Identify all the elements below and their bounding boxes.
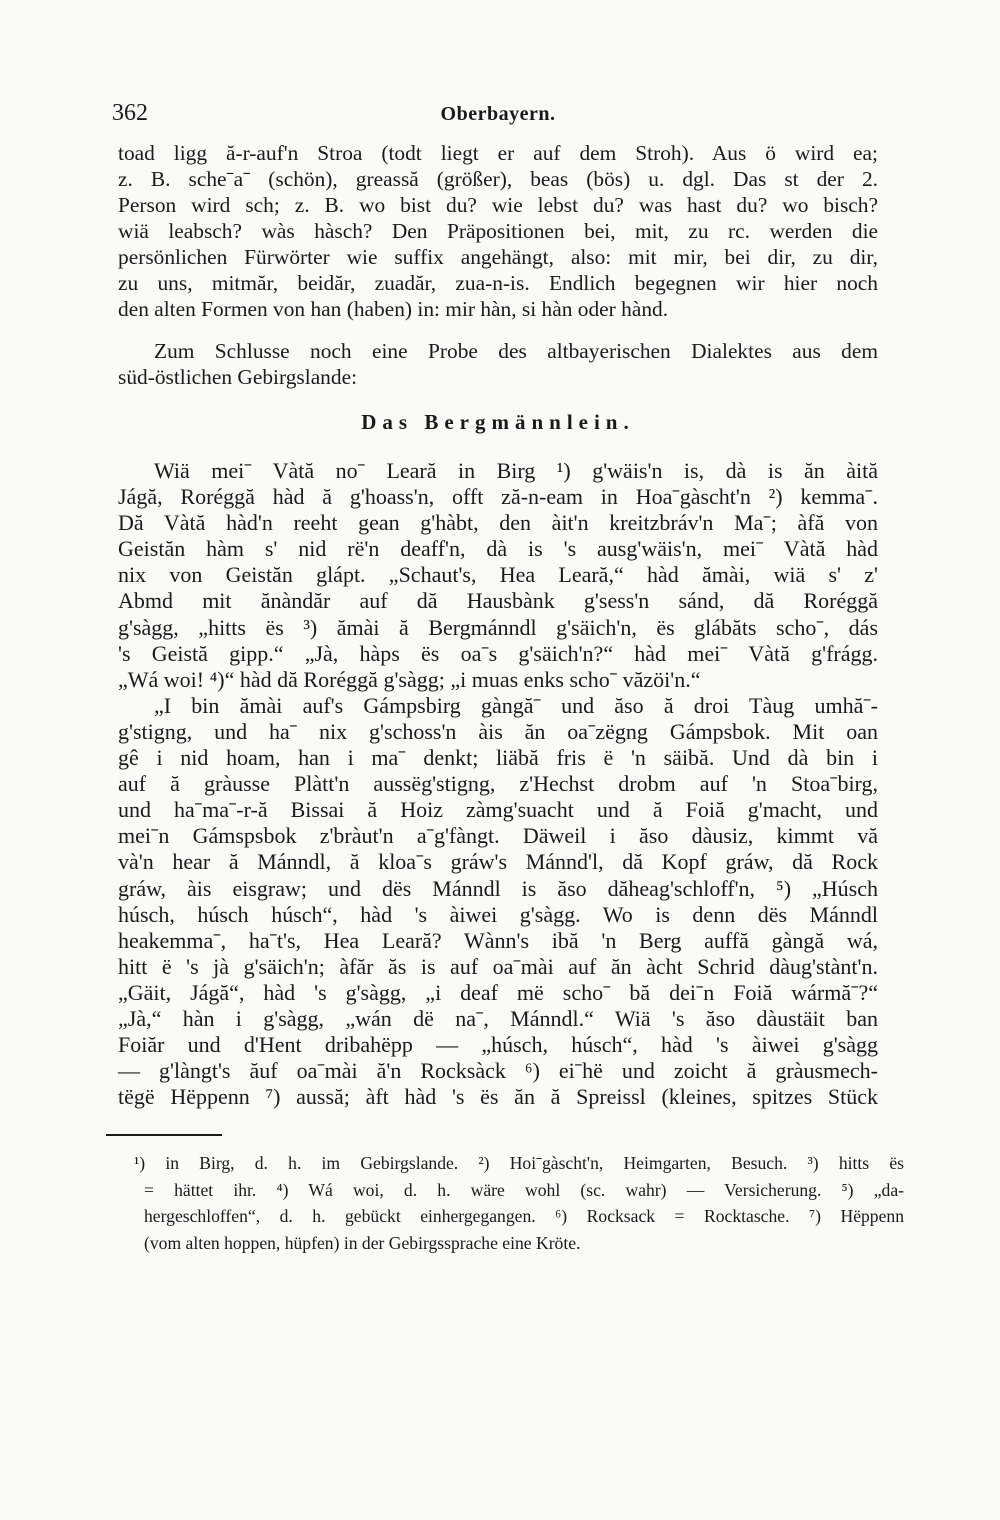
text-line: Dă Vàtă hàd'n reeht gean g'hàbt, den àit'n kreitzbráv'n Maˉ; àfă von — [118, 510, 878, 536]
text-line: gráw, àis eisgraw; und dës Mánndl is ăso dăheag'schloff'n, ⁵) „Húsch — [118, 875, 878, 901]
text-line: húsch, húsch húsch“, hàd 's àiwei g'sàgg. Wo is denn dës Mánndl — [118, 901, 878, 927]
text-line: auf ă gràusse Plàtt'n aussëg'stigng, z'Hechst drobm auf 'n Stoaˉbirg, — [118, 771, 878, 797]
closing-paragraph — [118, 338, 878, 390]
text-line: „Gäit, Jágă“, hàd 's g'sàgg, „i deaf më schoˉ bă deiˉn Foiă wármăˉ?“ — [118, 979, 878, 1005]
text-line: 's Geistă gipp.“ „Jà, hàps ës oaˉs g'säich'n?“ hàd meiˉ Vàtă g'frágg. — [118, 640, 878, 666]
text-line: Zum Schlusse noch eine Probe des altbayerischen Dialektes aus dem — [154, 339, 878, 363]
text-line: Abmd mit ănàndăr auf dă Hausbànk g'sess'n sánd, dă Roréggă — [118, 588, 878, 614]
text-line: und haˉmaˉ-r-ă Bissai ă Hoiz zàmg'suacht und ă Foiă g'macht, und — [118, 797, 878, 823]
text-line: tëgë Hëppenn ⁷) aussă; àft hàd 's ës ăn ă Spreissl (kleines, spitzes Stück — [118, 1084, 878, 1110]
footnote-line: ¹) in Birg, d. h. im Gebirgslande. ²) Hoiˉgàscht'n, Heimgarten, Besuch. ³) hitts ës — [134, 1153, 904, 1174]
text-line: g'sàgg, „hitts ës ³) ămài ă Bergmánndl g'säich'n, ës glábăts schoˉ, dás — [118, 614, 878, 640]
text-line: và'n hear ă Mánndl, ă kloaˉs gráw's Mánnd'l, dă Kopf gráw, dă Rock — [118, 849, 878, 875]
text-line: hitt ë 's jà g'säich'n; àfăr ăs is auf oaˉmài auf ăn àcht Schrid dàug'stànt'n. — [118, 953, 878, 979]
dialect-text — [118, 458, 878, 1110]
text-line: Person wird sch; z. B. wo bist du? wie lebst du? was hast du? wo bisch? — [118, 193, 878, 217]
intro-paragraph — [118, 140, 878, 322]
text-line: meiˉn Gámspsbok z'bràut'n aˉg'fàngt. Däweil i ăso dàusiz, kimmt vă — [118, 823, 878, 849]
footnotes — [134, 1150, 904, 1256]
text-line: Jágă, Roréggă hàd ă g'hoass'n, offt ză-n-eam in Hoaˉgàscht'n ²) kemmaˉ. — [118, 484, 878, 510]
footnote-line: (vom alten hoppen, hüpfen) in der Gebirgssprache eine Kröte. — [144, 1232, 581, 1253]
text-line: „I bin ămài auf's Gámpsbirg gàngăˉ und ăso ă droi Tàug umhăˉ- — [154, 692, 878, 718]
text-line: den alten Formen von han (haben) in: mir hàn, si hàn oder hànd. — [118, 297, 669, 321]
text-line: nix von Geistăn glápt. „Schaut's, Hea Leară,“ hàd ămài, wiä s' z' — [118, 562, 878, 588]
text-line: wiä leabsch? wàs hàsch? Den Präpositionen bei, mit, zu rc. werden die — [118, 219, 878, 243]
footnote-line: hergeschloffen“, d. h. gebückt einhergegangen. ⁶) Rocksack = Rocktasche. ⁷) Hëppenn — [144, 1206, 904, 1227]
text-line: „Wá woi! ⁴)“ hàd dă Roréggă g'sàgg; „i muas enks schoˉ văzöi'n.“ — [118, 666, 701, 692]
text-line: — g'làngt's ăuf oaˉmài ă'n Rocksàck ⁶) eiˉhë und zoicht ă gràusmech- — [118, 1058, 878, 1084]
page — [112, 100, 904, 1256]
text-line: gê i nid hoam, han i maˉ denkt; liäbă fris ë 'n säibă. Und dà bin i — [118, 745, 878, 771]
footnote-rule — [106, 1134, 222, 1136]
text-line: süd-östlichen Gebirgslande: — [118, 365, 358, 389]
text-line: Geistăn hàm s' nid rë'n deaff'n, dà is 's ausg'wäis'n, meiˉ Vàtă hàd — [118, 536, 878, 562]
text-line: „Jà,“ hàn i g'sàgg, „wán dë naˉ, Mánndl.“ Wiä 's ăso dàustäit ban — [118, 1005, 878, 1031]
text-line: z. B. scheˉaˉ (schön), greassă (größer), beas (bös) u. dgl. Das st der 2. — [118, 167, 878, 191]
text-line: Foiăr und d'Hent dribahëpp — „húsch, húsch“, hàd 's àiwei g'sàgg — [118, 1032, 878, 1058]
page-number: 362 — [112, 100, 148, 126]
section-title: Das Bergmännlein. — [361, 410, 635, 434]
text-line: toad ligg ă-r-auf'n Stroa (todt liegt er auf dem Stroh). Aus ö wird ea; — [118, 141, 878, 165]
text-line: zu uns, mitmăr, beidăr, zuadăr, zua-n-is. Endlich begegnen wir hier noch — [118, 271, 878, 295]
footnote-line: = hättet ihr. ⁴) Wá woi, d. h. wäre wohl (sc. wahr) — Versicherung. ⁵) „da- — [144, 1179, 904, 1200]
text-line: g'stigng, und haˉ nix g'schoss'n àis ăn oaˉzëgng Gámpsbok. Mit oan — [118, 718, 878, 744]
running-head: Oberbayern. — [440, 103, 556, 125]
page-header — [112, 100, 878, 140]
text-line: Wiä meiˉ Vàtă noˉ Leară in Birg ¹) g'wäis'n is, dà is ăn àită — [154, 458, 878, 483]
text-line: heakemmaˉ, haˉt's, Hea Leară? Wànn's ibă 'n Berg auffă gàngă wá, — [118, 927, 878, 953]
text-line: persönlichen Fürwörter wie suffix angehängt, also: mit mir, bei dir, zu dir, — [118, 245, 878, 269]
